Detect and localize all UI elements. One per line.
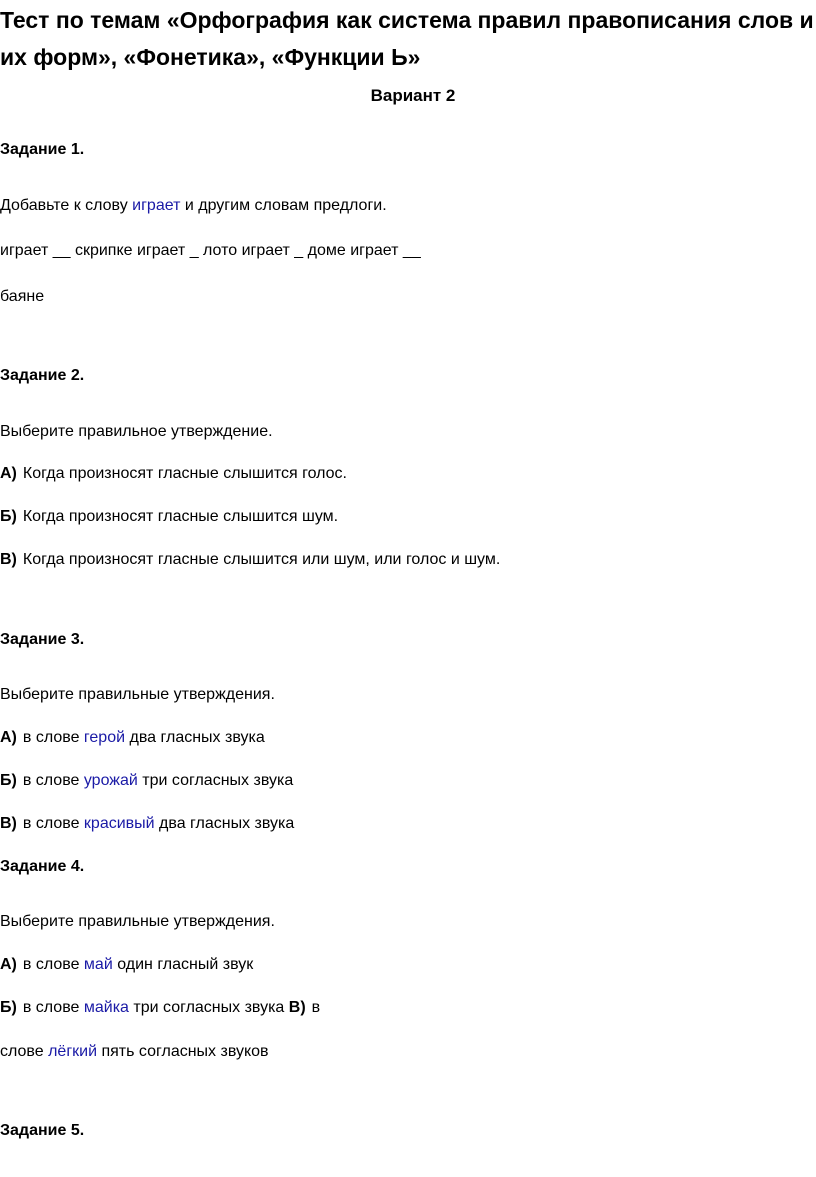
task4-heading: Задание 4. — [0, 858, 85, 875]
option-before: в слове — [22, 956, 84, 973]
task3-heading: Задание 3. — [0, 631, 85, 648]
task4-prompt: Выберите правильные утверждения. — [0, 913, 275, 930]
task2-option-c — [0, 550, 500, 570]
option-letter: Б) — [0, 508, 17, 525]
task1-heading: Задание 1. — [0, 141, 85, 158]
task2-prompt: Выберите правильное утверждение. — [0, 423, 273, 440]
option-text: Когда произносят гласные слышится шум. — [22, 508, 339, 525]
option-text: Когда произносят гласные слышится голос. — [22, 465, 347, 482]
option-text: Когда произносят гласные слышится или шум, или голос и шум. — [22, 551, 501, 568]
option-letter: Б) — [0, 772, 17, 789]
task3-option-c — [0, 814, 294, 834]
option-letter: В) — [288, 999, 306, 1016]
variant-heading: Вариант 2 — [370, 86, 456, 105]
option-after: два гласных звука — [125, 729, 265, 746]
task2-heading: Задание 2. — [0, 367, 85, 384]
option-word: лёгкий — [48, 1043, 98, 1060]
option-before: слове — [0, 1043, 49, 1060]
option-before: в слове — [22, 999, 84, 1016]
option-after: три согласных звука — [137, 772, 294, 789]
option-letter: В) — [0, 815, 17, 832]
task1-exercise-line2: баяне — [0, 288, 45, 305]
task4-option-a — [0, 955, 253, 975]
option-after: пять согласных звуков — [97, 1043, 269, 1060]
option-letter: Б) — [0, 999, 17, 1016]
option-word: красивый — [83, 815, 155, 832]
option-letter: В) — [0, 551, 17, 568]
option-letter: А) — [0, 956, 17, 973]
option-after: три согласных звука — [128, 999, 289, 1016]
task1-exercise-line1: играет __ скрипке играет _ лото играет _ доме играет __ — [0, 242, 421, 259]
option-letter: А) — [0, 729, 17, 746]
task3-option-b — [0, 771, 293, 791]
option-word: урожай — [83, 772, 138, 789]
option-before: в слове — [22, 729, 84, 746]
task3-option-a — [0, 728, 265, 748]
task1-prompt — [0, 196, 387, 216]
option-before: в — [311, 999, 321, 1016]
option-letter: А) — [0, 465, 17, 482]
option-after: один гласный звук — [112, 956, 254, 973]
task2-option-b — [0, 507, 338, 527]
option-before: в слове — [22, 815, 84, 832]
task1-prompt-word: играет — [132, 197, 181, 214]
task4-option-b — [0, 998, 320, 1018]
task3-prompt: Выберите правильные утверждения. — [0, 686, 275, 703]
option-word: май — [83, 956, 113, 973]
option-word: майка — [83, 999, 129, 1016]
task5-heading: Задание 5. — [0, 1122, 85, 1139]
option-word: герой — [83, 729, 126, 746]
task4-option-c-continued — [0, 1042, 269, 1062]
option-before: в слове — [22, 772, 84, 789]
task1-prompt-before: Добавьте к слову — [0, 197, 133, 214]
task1-prompt-after: и другим словам предлоги. — [180, 197, 387, 214]
option-after: два гласных звука — [154, 815, 295, 832]
task2-option-a — [0, 464, 347, 484]
document-title: Тест по темам «Орфография как система правил правописания слов и их форм», «Фонетика», «Функции Ь» — [0, 7, 814, 70]
